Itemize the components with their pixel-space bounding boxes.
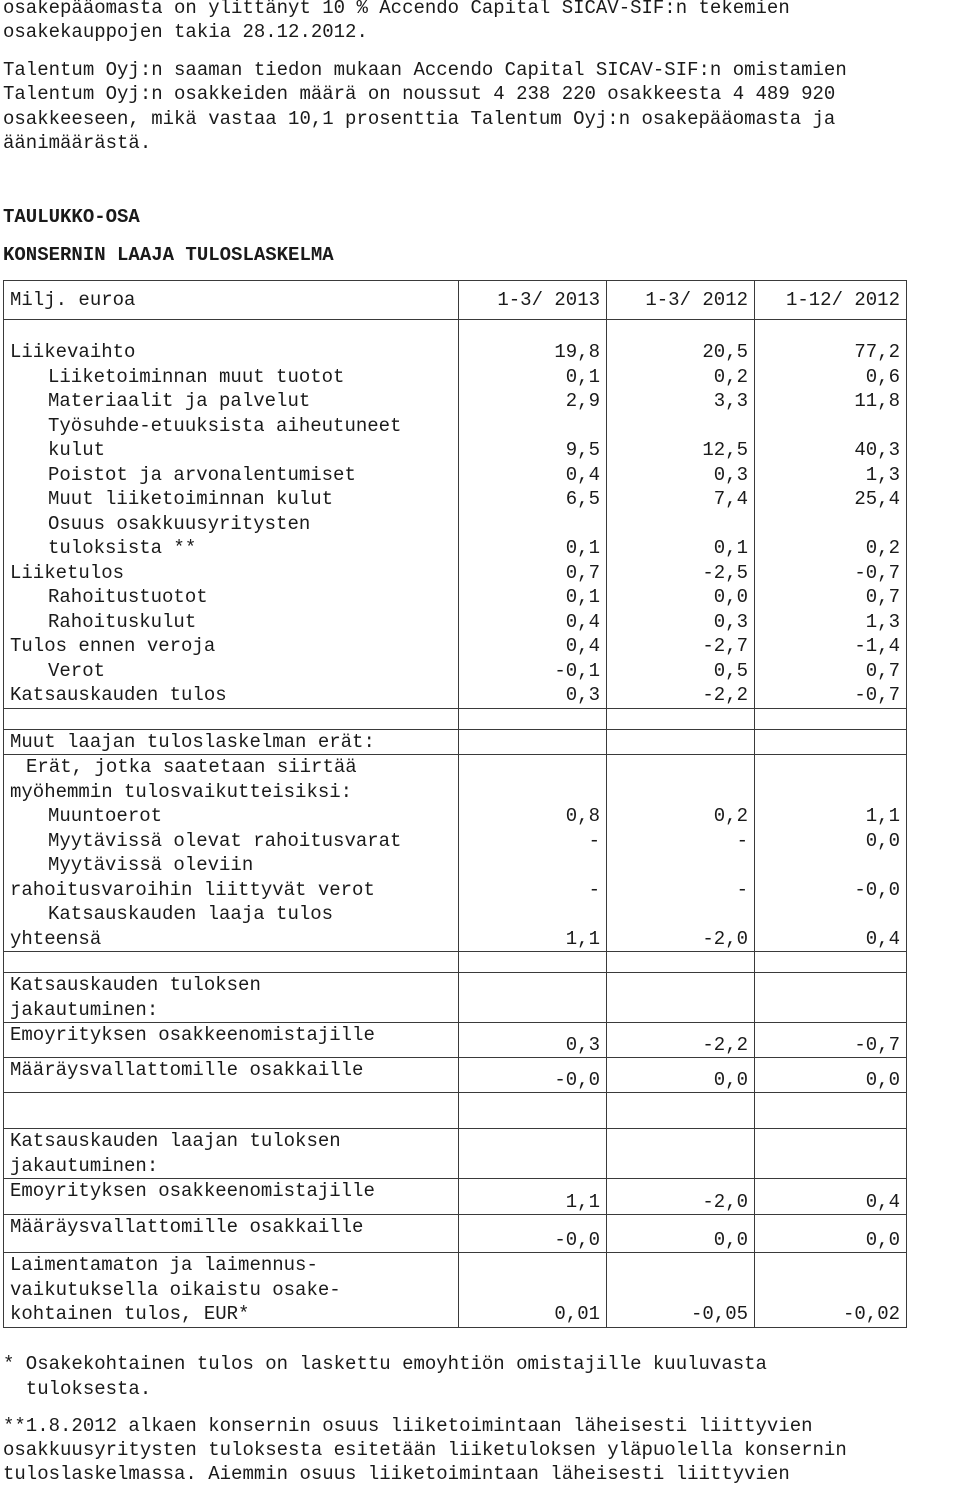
cell-value: 12,5 [607,414,755,463]
row-label-cont: kulut [48,439,106,461]
statement-heading: KONSERNIN LAAJA TULOSLASKELMA [3,244,334,266]
cell-value: -2,7 [607,634,755,659]
row-label: Verot [4,659,459,684]
cell-value: 6,5 [459,487,607,512]
cell-value: -0,0 [755,853,907,902]
row-label: Laimentamaton ja laimennus- [10,1254,318,1276]
table-row [4,755,907,805]
text-line: tuloslaskelmassa. Aiemmin osuus liiketoimintaan läheisesti liittyvien [3,1463,790,1485]
cell-value: 0,3 [607,610,755,635]
header-col-fy-2012: 1-12/ 2012 [755,281,907,320]
text-line: **1.8.2012 alkaen konsernin osuus liiketoimintaan läheisesti liittyvien [3,1415,813,1437]
cell-value: 0,7 [755,659,907,684]
table-row [4,561,907,586]
header-col-q1-2013: 1-3/ 2013 [459,281,607,320]
cell-value: 1,3 [755,610,907,635]
spacer-row [4,708,907,729]
cell-value: -2,0 [607,1179,755,1215]
cell-value: 0,4 [459,610,607,635]
table-row [4,683,907,708]
row-label: Katsauskauden tulos [4,683,459,708]
row-label: Materiaalit ja palvelut [4,389,459,414]
table-row [4,610,907,635]
cell-value: 0,1 [459,365,607,390]
row-label: Poistot ja arvonalentumiset [4,463,459,488]
row-label-cont: kohtainen tulos, EUR* [10,1303,250,1325]
cell-value: - [607,829,755,854]
row-label: Emoyrityksen osakkeenomistajille [4,1179,459,1215]
table-row [4,729,907,755]
cell-value: 0,0 [755,1058,907,1093]
cell-value: 1,1 [459,1179,607,1215]
cell-value: -2,2 [607,683,755,708]
table-row [4,973,907,1023]
table-row [4,1023,907,1058]
cell-value: 0,1 [459,512,607,561]
section-heading: TAULUKKO-OSA [3,206,140,228]
row-label: Liikevaihto [4,340,459,365]
table-row [4,1179,907,1215]
cell-value: -0,7 [755,1023,907,1058]
cell-value: 77,2 [755,340,907,365]
cell-value: 25,4 [755,487,907,512]
income-statement-table [3,280,907,1328]
cell-value: 1,3 [755,463,907,488]
row-label: Työsuhde-etuuksista aiheutuneet [48,414,402,437]
row-label-cont: rahoitusvaroihin liittyvät verot [10,878,375,901]
cell-value: 0,1 [607,512,755,561]
cell-value: 0,2 [607,365,755,390]
spacer-row [4,952,907,973]
cell-value: -0,02 [755,1253,907,1328]
cell-value: 0,0 [755,829,907,854]
cell-value: 0,4 [459,634,607,659]
cell-value: - [607,853,755,902]
cell-value: -0,0 [459,1215,607,1253]
table-row [4,659,907,684]
cell-value: -0,0 [459,1058,607,1093]
table-header-row [4,281,907,320]
cell-value: 0,4 [459,463,607,488]
cell-value: 0,3 [607,463,755,488]
cell-value: 0,8 [459,804,607,829]
text-line: osakkeeseen, mikä vastaa 10,1 prosenttia Talentum Oyj:n osakepääomasta ja [3,108,836,130]
cell-value: -0,05 [607,1253,755,1328]
text-line: osakekauppojen takia 28.12.2012. [3,21,368,43]
text-line: Talentum Oyj:n saaman tiedon mukaan Accendo Capital SICAV-SIF:n omistamien [3,59,847,81]
row-label: Katsauskauden laajan tuloksen [10,1130,341,1152]
table-row [4,1215,907,1253]
row-label: Määräysvallattomille osakkaille [4,1058,459,1093]
row-label-cont: jakautuminen: [10,998,159,1021]
row-label: Rahoitustuotot [4,585,459,610]
header-label: Milj. euroa [4,281,459,320]
row-label: Tulos ennen veroja [4,634,459,659]
row-label: Muut liiketoiminnan kulut [4,487,459,512]
table-row [4,1129,907,1179]
row-label: Emoyrityksen osakkeenomistajille [4,1023,459,1058]
table-row [4,1253,907,1328]
cell-value: 0,0 [607,585,755,610]
spacer-row [4,320,907,341]
cell-value: 19,8 [459,340,607,365]
cell-value: 0,3 [459,1023,607,1058]
cell-value: 40,3 [755,414,907,463]
table-row [4,585,907,610]
text-line: tuloksesta. [3,1378,152,1400]
table-row [4,414,907,463]
cell-value: -0,1 [459,659,607,684]
table-row [4,902,907,952]
text-line: osakepääomasta on ylittänyt 10 % Accendo Capital SICAV-SIF:n tekemien [3,0,790,19]
row-label: Osuus osakkuusyritysten [48,512,311,535]
row-label: Myytävissä oleviin [48,854,254,876]
row-label: Määräysvallattomille osakkaille [4,1215,459,1253]
cell-value: 2,9 [459,389,607,414]
cell-value: 0,6 [755,365,907,390]
cell-value: - [459,829,607,854]
cell-value: -0,7 [755,561,907,586]
row-label: Katsauskauden laaja tulos [48,903,334,925]
cell-value: -1,4 [755,634,907,659]
row-label: Muut laajan tuloslaskelman erät: [4,729,459,755]
table-row [4,512,907,561]
row-label-cont: vaikutuksella oikaistu osake- [10,1278,341,1301]
row-label-cont: jakautuminen: [10,1154,159,1177]
spacer-row [4,1093,907,1129]
table-row [4,853,907,902]
cell-value: 0,2 [607,804,755,829]
cell-value: 9,5 [459,414,607,463]
row-label-cont: yhteensä [10,927,102,950]
table-row [4,389,907,414]
table-row [4,365,907,390]
table-row [4,487,907,512]
cell-value: 0,0 [607,1215,755,1253]
cell-value: -2,5 [607,561,755,586]
cell-value: 0,5 [607,659,755,684]
row-label: Liiketulos [4,561,459,586]
cell-value: 0,2 [755,512,907,561]
table-row [4,1058,907,1093]
row-label: Rahoituskulut [4,610,459,635]
cell-value: 0,7 [755,585,907,610]
cell-value: 1,1 [459,902,607,952]
cell-value: 7,4 [607,487,755,512]
cell-value: 0,0 [607,1058,755,1093]
table-row [4,829,907,854]
cell-value: 11,8 [755,389,907,414]
text-line: * Osakekohtainen tulos on laskettu emoyhtiön omistajille kuuluvasta [3,1353,767,1375]
text-line: äänimäärästä. [3,132,152,154]
cell-value: 1,1 [755,804,907,829]
table-row [4,463,907,488]
cell-value: -2,0 [607,902,755,952]
cell-value: 0,7 [459,561,607,586]
text-line: Talentum Oyj:n osakkeiden määrä on noussut 4 238 220 osakkeesta 4 489 920 [3,83,836,105]
row-label: Myytävissä olevat rahoitusvarat [4,829,459,854]
cell-value: 0,01 [459,1253,607,1328]
cell-value: 0,4 [755,902,907,952]
table-row [4,804,907,829]
cell-value: -0,7 [755,683,907,708]
row-label: Katsauskauden tuloksen [10,974,261,996]
row-label: Muuntoerot [4,804,459,829]
table-row [4,634,907,659]
cell-value: 0,3 [459,683,607,708]
header-col-q1-2012: 1-3/ 2012 [607,281,755,320]
cell-value: 0,4 [755,1179,907,1215]
row-label: Erät, jotka saatetaan siirtää [26,756,357,778]
table-row [4,340,907,365]
row-label-cont: tuloksista ** [48,537,197,559]
row-label-cont: myöhemmin tulosvaikutteisiksi: [10,780,353,803]
cell-value: -2,2 [607,1023,755,1058]
row-label: Liiketoiminnan muut tuotot [4,365,459,390]
cell-value: - [459,853,607,902]
text-line: osakkuusyritysten tuloksesta esitetään liiketuloksen yläpuolella konsernin [3,1439,847,1461]
cell-value: 0,1 [459,585,607,610]
cell-value: 3,3 [607,389,755,414]
cell-value: 0,0 [755,1215,907,1253]
cell-value: 20,5 [607,340,755,365]
